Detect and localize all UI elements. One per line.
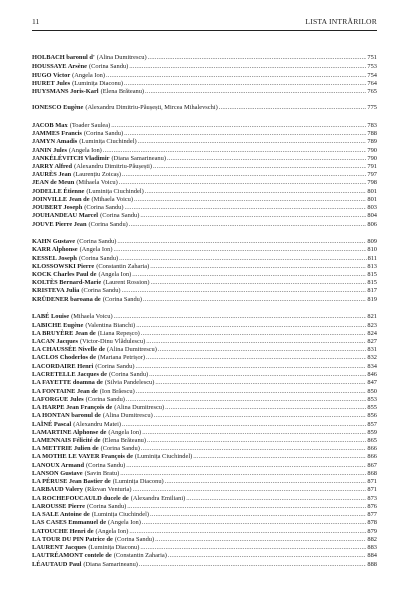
entry-contributor: (Luminița Diaconu): [112, 478, 164, 486]
entry-page-number: 847: [367, 379, 377, 387]
entry-contributor: (Corina Sandu): [78, 254, 119, 262]
entry-contributor: (Angela Ion): [98, 270, 132, 278]
entry-contributor: (Corina Sandu): [86, 502, 127, 510]
entry-author-name: LABÉ Louise: [32, 313, 70, 320]
entry-page-number: 888: [367, 560, 377, 568]
entry-author-name: LA METTRIE Julien de: [32, 444, 99, 452]
entry-page-number: 788: [367, 129, 377, 137]
entry-page-number: 846: [367, 371, 377, 378]
entry-page-number: 819: [367, 295, 377, 303]
entry-contributor: (Alexandru Dimitriu-Păușești): [74, 162, 152, 170]
entry-contributor: (Constantin Zaharia): [96, 262, 150, 270]
entry-author-name: HUGO Victor: [32, 71, 71, 79]
entry-author-name: LA PÉRUSE Jean Bastier de: [32, 478, 111, 486]
entry-author-name: KOLTÈS Bernard-Marie: [32, 279, 102, 287]
entry-page-number: 884: [367, 552, 377, 560]
entry-contributor: (Diana Samarineanu): [83, 560, 138, 568]
entry-author-name: LAMENNAIS Félicité de: [32, 436, 101, 444]
entry-contributor: (Corina Sandu): [84, 204, 124, 211]
entry-author-name: LA HARPE Jean François de: [32, 404, 113, 411]
entry-page-number: 871: [367, 478, 377, 486]
entry-contributor: (Alina Dumitrescu): [106, 346, 157, 353]
entry-page-number: 815: [367, 279, 377, 287]
entry-author-name: LAROUSSE Pierre: [32, 502, 85, 510]
entry-contributor: (Mihaela Voicu): [91, 195, 134, 203]
dot-leader: [143, 295, 366, 304]
dot-leader: [129, 62, 366, 71]
entry-author-name: LACLOS Choderlos de: [32, 354, 96, 362]
entry-author-name: LAS CASES Emmanuel de: [32, 519, 107, 527]
entry-page-number: 827: [367, 337, 377, 345]
entry-page-number: 801: [367, 187, 377, 195]
entry-author-name: JOINVILLE Jean de: [32, 195, 90, 203]
entry-author-name: LA BRUYÈRE Jean de: [32, 329, 96, 337]
entry-page-number: 811: [367, 254, 377, 262]
entry-author-name: LAFORGUE Jules: [32, 395, 84, 403]
header-rule: [32, 30, 377, 31]
entry-page-number: 751: [367, 54, 377, 61]
entry-contributor: (Corina Sandu): [108, 371, 149, 378]
entry-contributor: (Luminița Ciuchindel): [86, 187, 144, 195]
entry-page-number: 809: [367, 238, 377, 245]
entry-contributor: (Alexandra Emiliani): [130, 494, 186, 502]
entry-author-name: HOLBACH baronul d': [32, 54, 95, 61]
entry-contributor: (Mihaela Voicu): [71, 313, 113, 320]
entry-page-number: 823: [367, 321, 377, 329]
entry-author-name: JOUVE Pierre Jean: [32, 220, 87, 228]
entry-page-number: 882: [367, 535, 377, 543]
entry-author-name: LACRETELLE Jacques de: [32, 371, 107, 378]
entry-page-number: 859: [367, 428, 377, 436]
entry-author-name: JARRY Alfred: [32, 162, 73, 170]
entry-page-number: 873: [367, 494, 377, 502]
entry-page-number: 798: [367, 179, 377, 187]
entry-page-number: 853: [367, 395, 377, 403]
entry-page-number: 783: [367, 121, 377, 129]
entry-author-name: JAURÈS Jean: [32, 171, 72, 178]
entry-author-name: LATOUCHE Henri de: [32, 527, 94, 535]
entry-author-name: LAÏNÉ Pascal: [32, 420, 72, 428]
entry-author-name: LABICHE Eugène: [32, 321, 84, 329]
entry-page-number: 801: [367, 195, 377, 203]
entry-page-number: 857: [367, 420, 377, 428]
entry-contributor: (Corina Sandu): [88, 63, 129, 70]
entry-contributor: (Alina Dumitrescu): [96, 54, 147, 61]
entry-author-name: IONESCO Eugène: [32, 104, 84, 111]
running-title: LISTA INTRĂRILOR: [305, 17, 377, 26]
entry-author-name: LARBAUD Valery: [32, 486, 83, 494]
entry-page-number: 866: [367, 444, 377, 452]
entry-page-number: 878: [367, 519, 377, 527]
entry-contributor: (Victor-Dinu Vlădulescu): [79, 337, 146, 345]
entry-contributor: (Laurențiu Zoicaș): [73, 171, 121, 178]
entry-contributor: (Alina Dumitrescu): [114, 404, 165, 411]
entry-author-name: LA MOTHE LE VAYER François de: [32, 453, 133, 461]
entry-page-number: 791: [367, 162, 377, 170]
entry-page-number: 856: [367, 412, 377, 420]
entry-page-number: 804: [367, 212, 377, 220]
dot-leader: [145, 87, 366, 96]
entry-page-number: 806: [367, 220, 377, 228]
entry-author-name: KOCK Charles Paul de: [32, 270, 97, 278]
entry-contributor: (Corina Sandu): [81, 287, 121, 295]
entry-contributor: (Angela Ion): [108, 428, 142, 436]
entry-author-name: LANOUX Armand: [32, 461, 85, 469]
entry-author-name: HUYSMANS Joris-Karl: [32, 88, 99, 96]
entry-page-number: 867: [367, 461, 377, 469]
entry-page-number: 871: [367, 486, 377, 494]
entry-contributor: (Constantin Zaharia): [113, 552, 167, 560]
dot-leader: [148, 53, 367, 62]
index-entry: [32, 103, 377, 112]
entry-page-number: 821: [367, 313, 377, 320]
entry-author-name: LA SALE Antoine de: [32, 511, 90, 519]
entry-page-number: 868: [367, 469, 377, 477]
entry-page-number: 876: [367, 502, 377, 510]
entry-contributor: (Corina Sandu): [102, 295, 143, 303]
entry-author-name: LA TOUR DU PIN Patrice de: [32, 535, 113, 543]
entry-author-name: LAMARTINE Alphonse de: [32, 428, 107, 436]
entry-contributor: (Angela Ion): [79, 246, 113, 254]
entry-author-name: HOUSSAYE Arsène: [32, 63, 87, 70]
entry-author-name: LA FAYETTE doamna de: [32, 379, 103, 387]
entry-page-number: 877: [367, 511, 377, 519]
entry-author-name: LA CHAUSSÉE Nivelle de: [32, 346, 105, 353]
entry-author-name: LÉAUTAUD Paul: [32, 560, 82, 568]
entry-page-number: 817: [367, 287, 377, 295]
entry-author-name: JACOB Max: [32, 121, 68, 129]
entry-author-name: LAUTRÉAMONT contele de: [32, 552, 112, 560]
entry-author-name: JOUHANDEAU Marcel: [32, 212, 99, 220]
entry-author-name: HURET Jules: [32, 80, 71, 87]
dot-leader: [139, 560, 367, 569]
entry-page-number: 866: [367, 453, 377, 461]
entry-contributor: (Valentina Bianchi): [85, 321, 136, 329]
entry-page-number: 765: [367, 88, 377, 96]
entry-page-number: 803: [367, 204, 377, 211]
entry-contributor: (Angela Ion): [108, 519, 141, 527]
entry-contributor: (Angela Ion): [95, 527, 129, 535]
index-entry: [32, 62, 377, 71]
entry-contributor: (Luminița Ciuchindel): [134, 453, 193, 461]
entry-contributor: (Corina Sandu): [100, 212, 140, 220]
entry-author-name: LAURENT Jacques: [32, 544, 87, 552]
entry-author-name: JANIN Jules: [32, 146, 67, 154]
entry-author-name: JAMYN Amadis: [32, 138, 78, 146]
entry-contributor: (Silvia Pandelescu): [104, 379, 155, 387]
entry-author-name: JANKÉLÉVITCH Vladimir: [32, 154, 110, 162]
entry-contributor: (Angela Ion): [68, 146, 102, 154]
entry-contributor: (Elena Brăteanu): [100, 88, 145, 96]
entry-contributor: (Luminița Ciuchindel): [91, 511, 150, 519]
entry-page-number: 855: [367, 404, 377, 411]
entry-contributor: (Liana Repeșco): [97, 329, 140, 337]
entry-page-number: 754: [367, 71, 377, 79]
index-entry: [32, 295, 377, 304]
entry-contributor: (Diana Samarineanu): [111, 154, 166, 162]
entry-page-number: 831: [367, 346, 377, 353]
entry-page-number: 797: [367, 171, 377, 178]
entry-page-number: 879: [367, 527, 377, 535]
entry-contributor: (Corina Sandu): [95, 362, 135, 370]
entry-page-number: 753: [367, 63, 377, 70]
entry-contributor: (Corina Sandu): [88, 220, 128, 228]
entry-contributor: (Laurent Rossion): [103, 279, 150, 287]
entry-page-number: 810: [367, 246, 377, 254]
entry-contributor: (Răzvan Venturia): [84, 486, 132, 494]
entry-contributor: (Corina Sandu): [100, 444, 140, 452]
entry-author-name: JOUBERT Joseph: [32, 204, 83, 211]
entry-page-number: 789: [367, 138, 377, 146]
entry-page-number: 790: [367, 154, 377, 162]
entry-author-name: LACORDAIRE Henri: [32, 362, 94, 370]
entry-page-number: 813: [367, 262, 377, 270]
entry-author-name: LA ROCHEFOUCAULD ducele de: [32, 494, 129, 502]
entry-author-name: KAHN Gustave: [32, 238, 76, 245]
entry-author-name: JAMMES Francis: [32, 129, 82, 137]
entry-contributor: (Luminița Ciuchindel): [79, 138, 137, 146]
entry-page-number: 775: [367, 104, 377, 111]
index-entry: [32, 220, 377, 229]
index-entry: [32, 53, 377, 62]
entry-author-name: LACAN Jacques: [32, 337, 78, 345]
entry-author-name: KRÜDENER baroana de: [32, 295, 101, 303]
entry-contributor: (Mihaela Voicu): [76, 179, 118, 187]
entry-page-number: 850: [367, 387, 377, 395]
index-entry: [32, 560, 377, 569]
entry-contributor: (Toader Saulea): [69, 121, 111, 129]
entry-contributor: (Savin Bratu): [84, 469, 120, 477]
entry-page-number: 832: [367, 354, 377, 362]
dot-leader: [219, 103, 367, 112]
entry-contributor: (Luminița Diaconu): [72, 80, 123, 87]
entry-page-number: 834: [367, 362, 377, 370]
entry-author-name: LA HONTAN baronul de: [32, 412, 101, 420]
entry-contributor: (Corina Sandu): [86, 461, 126, 469]
entry-contributor: (Corina Sandu): [83, 129, 124, 137]
entry-contributor: (Elena Brăteanu): [102, 436, 146, 444]
entry-contributor: (Ion Brăescu): [99, 387, 135, 395]
entry-page-number: 883: [367, 544, 377, 552]
entry-page-number: 764: [367, 80, 377, 87]
entry-author-name: LANSON Gustave: [32, 469, 83, 477]
entry-author-name: KARR Alphonse: [32, 246, 78, 254]
index-entry: [32, 87, 377, 96]
entry-page-number: 790: [367, 146, 377, 154]
entry-author-name: KLOSSOWSKI Pierre: [32, 262, 95, 270]
entry-page-number: 865: [367, 436, 377, 444]
entry-author-name: KESSEL Joseph: [32, 254, 77, 262]
entry-contributor: (Luminița Diaconu): [88, 544, 140, 552]
entry-author-name: JEAN de Meun: [32, 179, 75, 187]
entry-contributor: (Alina Dumitrescu): [102, 412, 153, 420]
page-number: 11: [32, 17, 40, 26]
entry-author-name: LA FONTAINE Jean de: [32, 387, 98, 395]
entry-contributor: (Alexandru Dimitriu-Păușești, Mircea Mihalevschi): [85, 104, 218, 111]
entry-contributor: (Angela Ion): [72, 71, 105, 79]
entry-contributor: (Corina Sandu): [85, 395, 125, 403]
entry-contributor: (Corina Sandu): [77, 238, 117, 245]
entry-author-name: JODELLE Étienne: [32, 187, 85, 195]
entry-page-number: 815: [367, 270, 377, 278]
entry-contributor: (Corina Sandu): [114, 535, 155, 543]
entry-page-number: 824: [367, 329, 377, 337]
entry-contributor: (Alexandru Matei): [73, 420, 121, 428]
dot-leader: [129, 220, 367, 229]
entry-author-name: KRISTEVA Julia: [32, 287, 80, 295]
entry-contributor: (Mariana Petrișor): [97, 354, 145, 362]
